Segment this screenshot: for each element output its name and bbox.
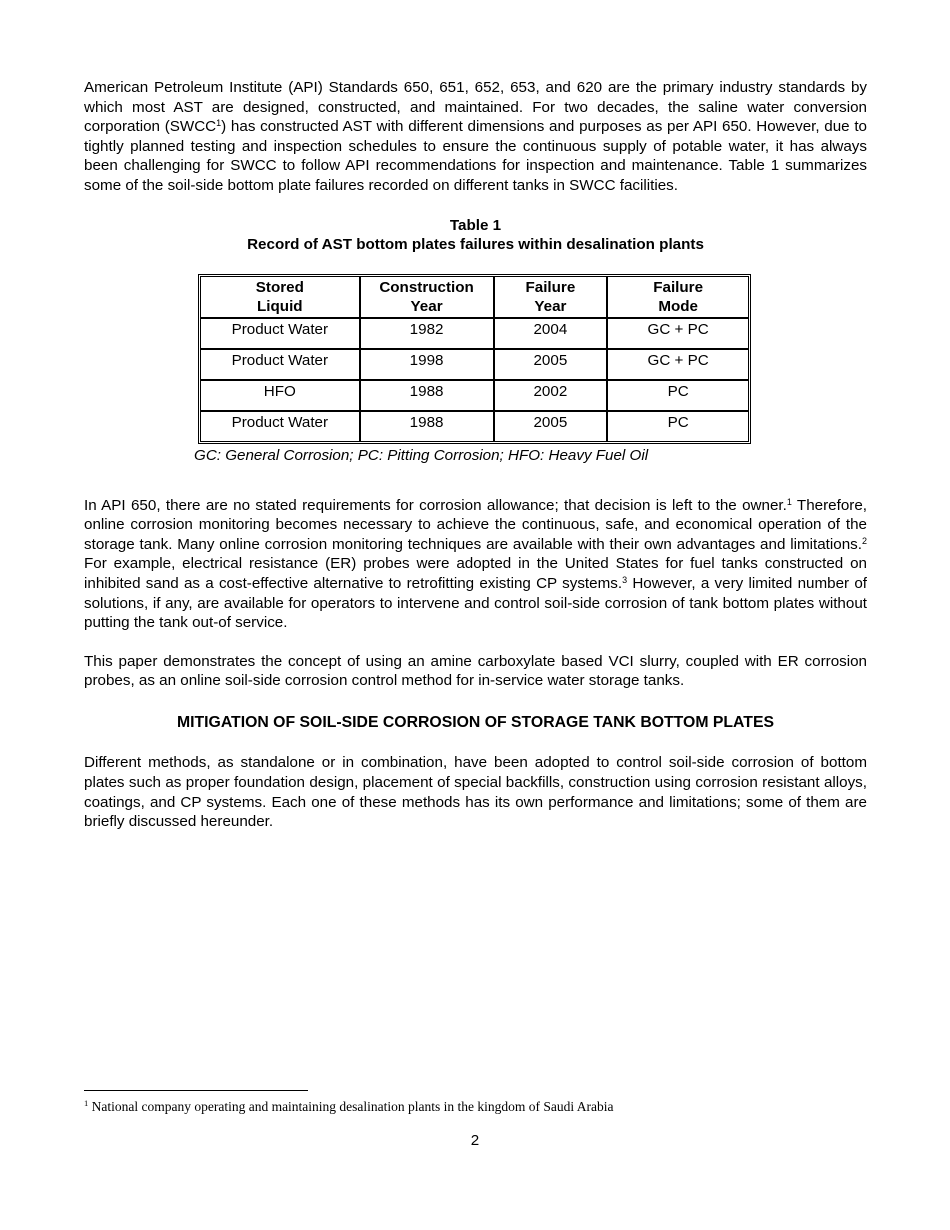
table-cell: 1988 [360, 411, 494, 442]
text-run: In API 650, there are no stated requirements for corrosion allowance; that decision is left to the owner. [84, 496, 787, 514]
table-cell: 2004 [494, 318, 608, 349]
table-cell: PC [607, 411, 749, 442]
text-run: American Petroleum Institute (API) Standards 650, 651, 652, 653, and 620 are the primary industry standards by which most AST are designed, constructed, and maintained. For two decades, the saline water conversion corporation (SWCC [84, 79, 867, 136]
table-cell: Product Water [200, 411, 360, 442]
table-row [200, 318, 749, 349]
footnote-ref: 1 [216, 118, 222, 129]
citation-ref: 2 [861, 535, 867, 546]
citation-ref: 3 [622, 574, 628, 585]
header-failure-mode: Failure Mode [607, 276, 749, 318]
table-cell: GC + PC [607, 318, 749, 349]
table-row [200, 349, 749, 380]
table-row [200, 380, 749, 411]
table-note: GC: General Corrosion; PC: Pitting Corrosion; HFO: Heavy Fuel Oil [194, 446, 649, 464]
paper-purpose-paragraph: This paper demonstrates the concept of using an amine carboxylate based VCI slurry, coupled with ER corrosion probes, as an online soil-side corrosion control method for in-service water storage tanks. [84, 652, 867, 690]
table-title: Record of AST bottom plates failures within desalination plants [247, 236, 704, 254]
intro-paragraph [84, 78, 867, 196]
table-cell: GC + PC [607, 349, 749, 380]
table-caption [84, 216, 867, 255]
page-content [84, 78, 867, 832]
table-cell: 2002 [494, 380, 608, 411]
header-construction-year: Construction Year [360, 276, 494, 318]
text-run: ) has constructed AST with different dimensions and purposes as per API 650. However, due to tightly planned testing and inspection schedules to ensure the continuous supply of potable water, it has always been challenging for SWCC to follow API recommendations for inspection and maintenance. Table 1 summarizes some of the soil-side bottom plate failures recorded on different tanks in SWCC facilities. [84, 118, 867, 194]
text-run: However, a very limited number of solutions, if any, are available for operators to intervene and control soil-side corrosion of tank bottom plates without putting the tank out-of service. [84, 574, 867, 632]
footnote-text: National company operating and maintaining desalination plants in the kingdom of Saudi Arabia [91, 1099, 614, 1114]
table-cell: PC [607, 380, 749, 411]
footnote-divider [84, 1090, 308, 1091]
header-stored-liquid: Stored Liquid [200, 276, 360, 318]
table-cell: 2005 [494, 349, 608, 380]
table-cell: 1998 [360, 349, 494, 380]
footnote [84, 1099, 614, 1115]
table-label: Table 1 [449, 216, 502, 234]
table-cell: Product Water [200, 349, 360, 380]
api650-paragraph [84, 496, 867, 633]
footnote-marker: 1 [84, 1098, 89, 1108]
failures-table [198, 274, 751, 444]
table-cell: 2005 [494, 411, 608, 442]
text-run: For example, electrical resistance (ER) probes were adopted in the United States for fuel tanks constructed on inhibited sand as a cost-effective alternative to retrofitting existing CP systems. [84, 555, 867, 592]
text-run: Therefore, online corrosion monitoring becomes necessary to achieve the continuous, safe, and economical operation of the storage tank. Many online corrosion monitoring techniques are available with their own advantages and limitations. [84, 496, 867, 553]
table-cell: HFO [200, 380, 360, 411]
table-row [200, 411, 749, 442]
header-failure-year: Failure Year [494, 276, 608, 318]
section-heading: MITIGATION OF SOIL-SIDE CORROSION OF STORAGE TANK BOTTOM PLATES [176, 713, 775, 731]
page-number: 2 [470, 1132, 480, 1149]
table-cell: Product Water [200, 318, 360, 349]
citation-ref: 1 [786, 496, 792, 507]
table-cell: 1982 [360, 318, 494, 349]
table-header-row [200, 276, 749, 318]
table-cell: 1988 [360, 380, 494, 411]
methods-paragraph: Different methods, as standalone or in combination, have been adopted to control soil-side corrosion of bottom plates such as proper foundation design, placement of special backfills, construction using corrosion resistant alloys, coatings, and CP systems. Each one of these methods has its own performance and limitations; some of them are briefly discussed hereunder. [84, 754, 867, 831]
